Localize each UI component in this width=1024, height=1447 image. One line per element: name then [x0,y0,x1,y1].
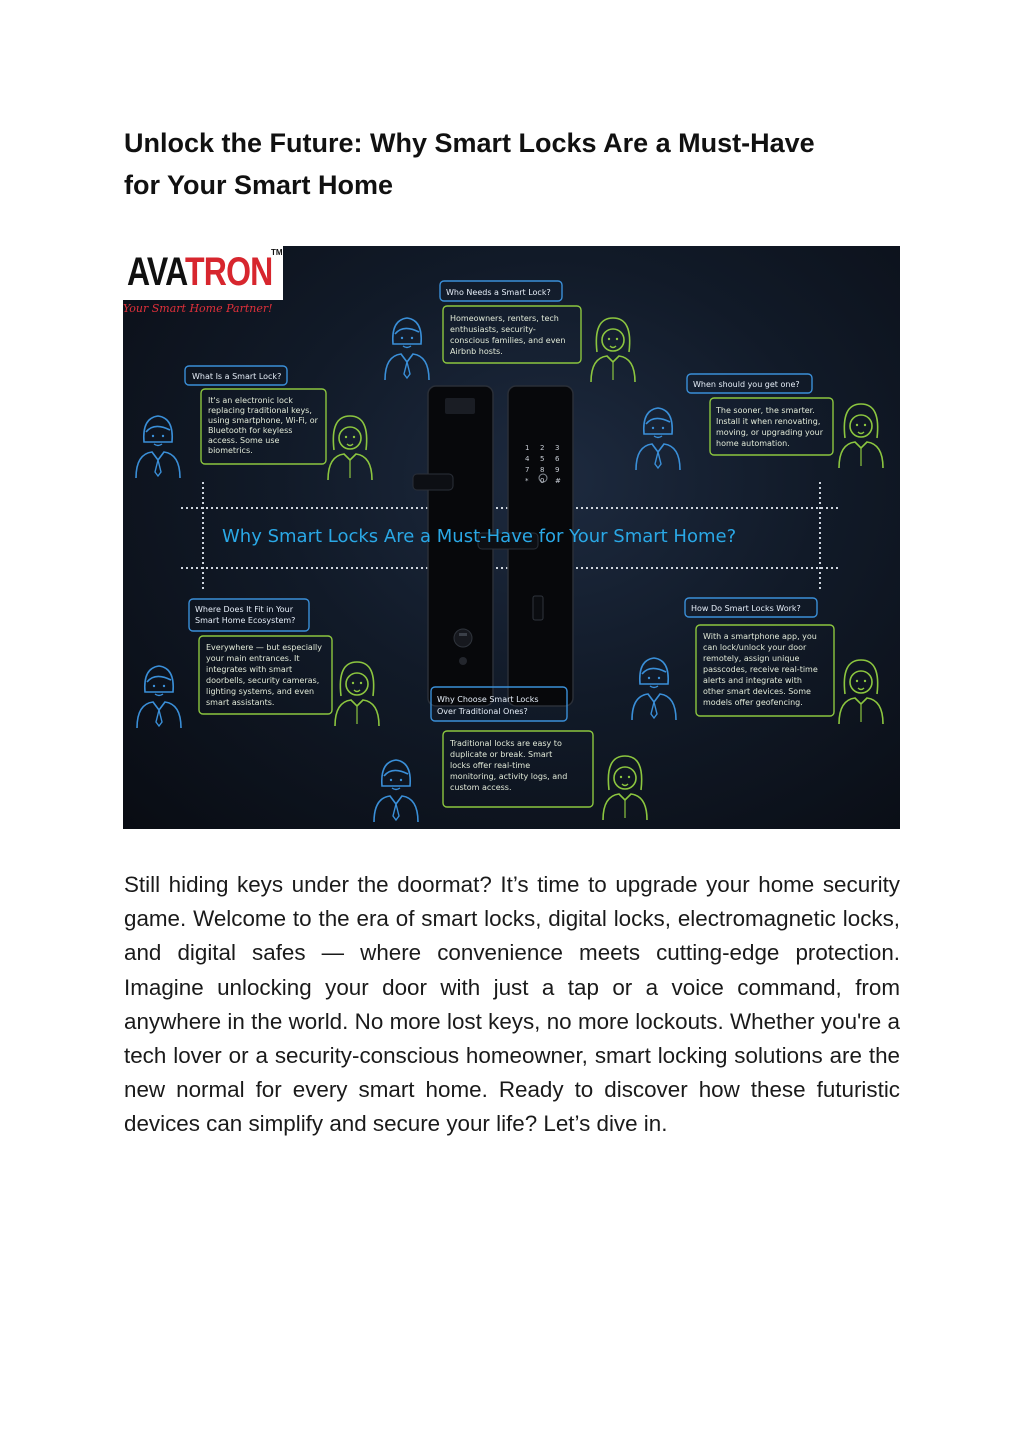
keypad-key: 9 [555,466,560,474]
bubble-who-needs [440,281,581,363]
man-icon [374,760,418,822]
page-title-line-1: Unlock the Future: Why Smart Locks Are a Must-Have [124,128,815,158]
question-box [189,599,309,631]
woman-icon [839,404,883,468]
answer-line: Everywhere — but especially [206,643,323,652]
answer-line: passcodes, receive real-time [703,665,818,674]
keypad-key: 0 [540,477,545,485]
answer-line: replacing traditional keys, [208,406,312,415]
keypad-key: 6 [555,455,560,463]
man-icon [136,416,180,478]
question-text: Why Choose Smart Locks [437,695,539,704]
logo-tagline: Your Smart Home Partner! [123,302,273,315]
woman-icon [328,416,372,480]
answer-line: moving, or upgrading your [716,428,824,437]
answer-line: access. Some use [208,436,280,445]
answer-line: Airbnb hosts. [450,347,503,356]
man-icon [632,658,676,720]
answer-line: home automation. [716,439,790,448]
infographic-canvas [123,246,900,829]
keypad-key: 1 [525,444,530,452]
answer-line: remotely, assign unique [703,654,800,663]
logo-wordmark: AVATRON [127,250,273,294]
answer-line: conscious families, and even [450,336,566,345]
smart-lock-infographic [123,246,900,829]
answer-line: enthusiasts, security- [450,325,536,334]
bubble-where [189,599,332,714]
question-text: What Is a Smart Lock? [192,372,282,381]
answer-line: The sooner, the smarter. [716,406,815,415]
answer-line: your main entrances. It [206,654,300,663]
answer-line: monitoring, activity logs, and [450,772,568,781]
bubble-when [687,374,833,455]
answer-line: Traditional locks are easy to [450,739,562,748]
question-text: Who Needs a Smart Lock? [446,288,551,297]
intro-paragraph: Still hiding keys under the doormat? It’s time to upgrade your home security game. Welcome to the era of smart locks, digital locks, electromagnetic locks, and digital safes — where convenience meets cutting-edge protection. Imagine unlocking your door with just a tap or a voice command, from anywhere in the world. No more lost keys, no more lockouts. Whether you're a tech lover or a security-conscious homeowner, smart locking solutions are the new normal for every smart home. Ready to discover how these futuristic devices can simplify and secure your life? Let’s dive in. [124,872,900,1137]
woman-icon [839,660,883,724]
woman-icon [603,756,647,820]
answer-line: other smart devices. Some [703,687,811,696]
keypad-key: 7 [525,466,530,474]
keypad-key: 4 [525,455,530,463]
trademark-mark: TM [271,248,283,257]
man-icon [385,318,429,380]
answer-line: lighting systems, and even [206,687,315,696]
keypad-key: 8 [540,466,545,474]
keypad-key: 5 [540,455,545,463]
keypad-key: * [525,477,529,485]
answer-line: smart assistants. [206,698,275,707]
answer-line: Homeowners, renters, tech [450,314,559,323]
center-title: Why Smart Locks Are a Must-Have for Your Smart Home? [222,526,737,547]
bubble-what-is [185,366,326,464]
answer-line: locks offer real-time [450,761,531,770]
bubble-how [685,598,834,716]
page-title [124,122,914,206]
answer-line: integrates with smart [206,665,293,674]
keypad-key: 2 [540,444,545,452]
answer-line: It's an electronic lock [208,396,293,405]
answer-line: Bluetooth for keyless [208,426,293,435]
man-icon [636,408,680,470]
woman-icon [335,662,379,726]
answer-line: Install it when renovating, [716,417,821,426]
keypad-key: # [555,477,561,485]
woman-icon [591,318,635,382]
page-title-line-2: for Your Smart Home [124,170,394,200]
man-icon [137,666,181,728]
answer-line: alerts and integrate with [703,676,802,685]
question-text: Smart Home Ecosystem? [195,616,296,625]
keypad-key: 3 [555,444,560,452]
answer-line: doorbells, security cameras, [206,676,320,685]
answer-line: using smartphone, Wi-Fi, or [208,416,318,425]
answer-line: custom access. [450,783,512,792]
answer-line: duplicate or break. Smart [450,750,553,759]
answer-line: biometrics. [208,446,253,455]
avatron-logo [123,246,283,300]
answer-line: can lock/unlock your door [703,643,807,652]
question-text: Where Does It Fit in Your [195,605,294,614]
question-text: How Do Smart Locks Work? [691,604,801,613]
answer-line: With a smartphone app, you [703,632,817,641]
question-text: When should you get one? [693,380,800,389]
answer-line: models offer geofencing. [703,698,803,707]
question-text: Over Traditional Ones? [437,707,528,716]
